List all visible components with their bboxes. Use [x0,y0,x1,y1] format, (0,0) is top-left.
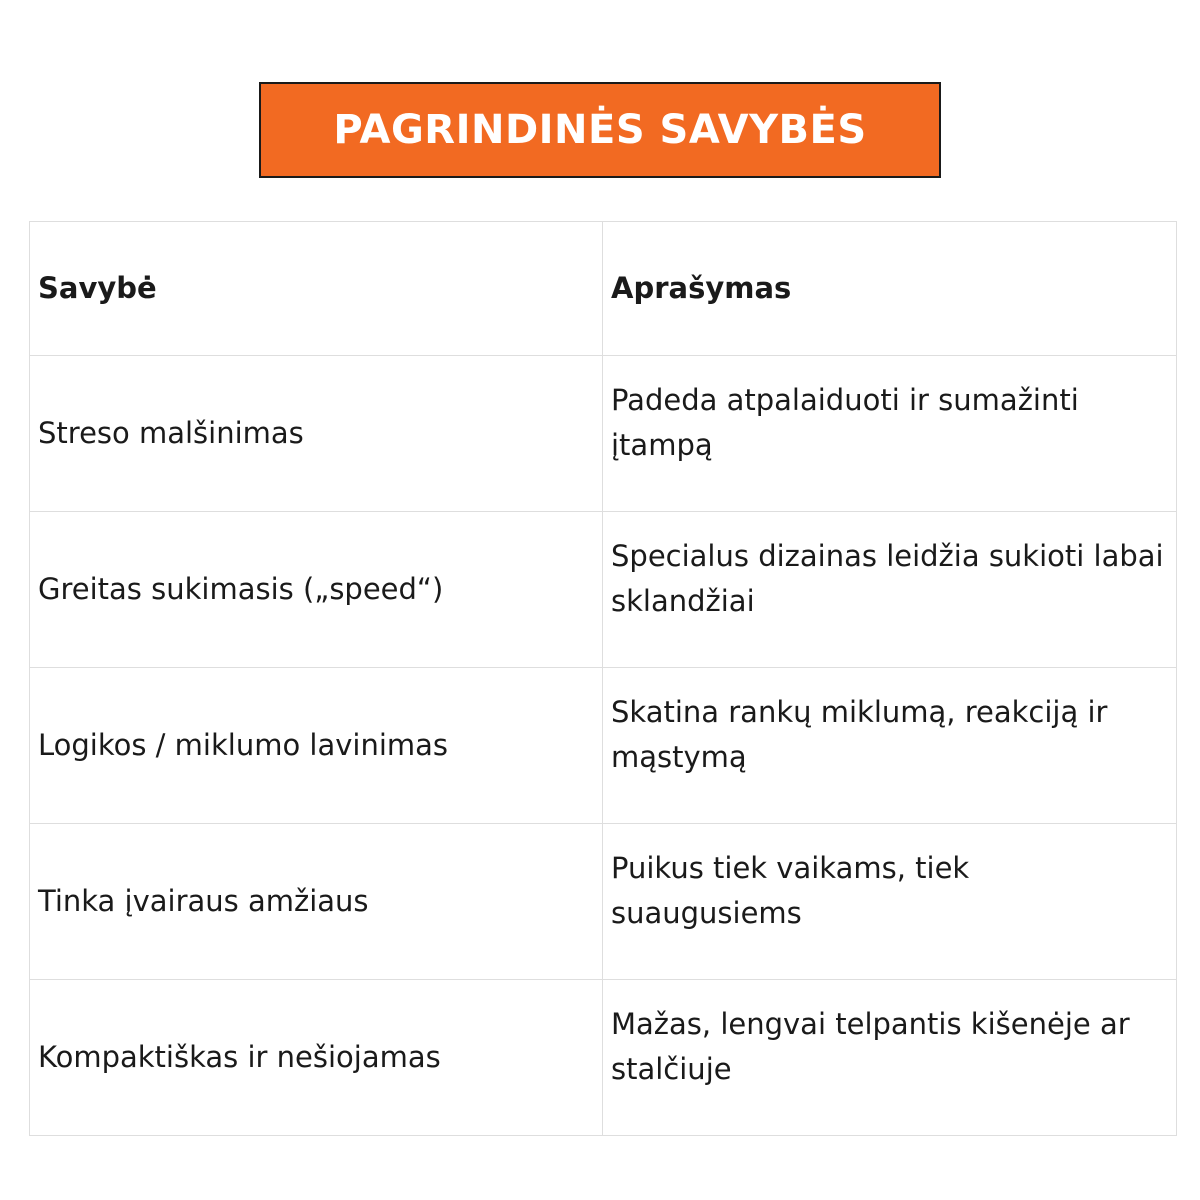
feature-cell: Greitas sukimasis („speed“) [30,512,603,668]
header-feature: Savybė [30,222,603,356]
feature-cell: Streso malšinimas [30,356,603,512]
description-cell: Specialus dizainas leidžia sukioti labai sklandžiai [603,512,1177,668]
feature-cell: Kompaktiškas ir nešiojamas [30,980,603,1136]
table-row [30,980,1177,1136]
title-banner [259,82,941,178]
table-row [30,512,1177,668]
table-row [30,668,1177,824]
description-cell: Padeda atpalaiduoti ir sumažinti įtampą [603,356,1177,512]
description-cell: Skatina rankų miklumą, reakciją ir mąstymą [603,668,1177,824]
feature-cell: Tinka įvairaus amžiaus [30,824,603,980]
features-table [29,221,1177,1136]
page-title: PAGRINDINĖS SAVYBĖS [333,107,867,153]
table-header-row [30,222,1177,356]
table-row [30,356,1177,512]
description-cell: Mažas, lengvai telpantis kišenėje ar stalčiuje [603,980,1177,1136]
description-cell: Puikus tiek vaikams, tiek suaugusiems [603,824,1177,980]
header-description: Aprašymas [603,222,1177,356]
table-row [30,824,1177,980]
feature-cell: Logikos / miklumo lavinimas [30,668,603,824]
